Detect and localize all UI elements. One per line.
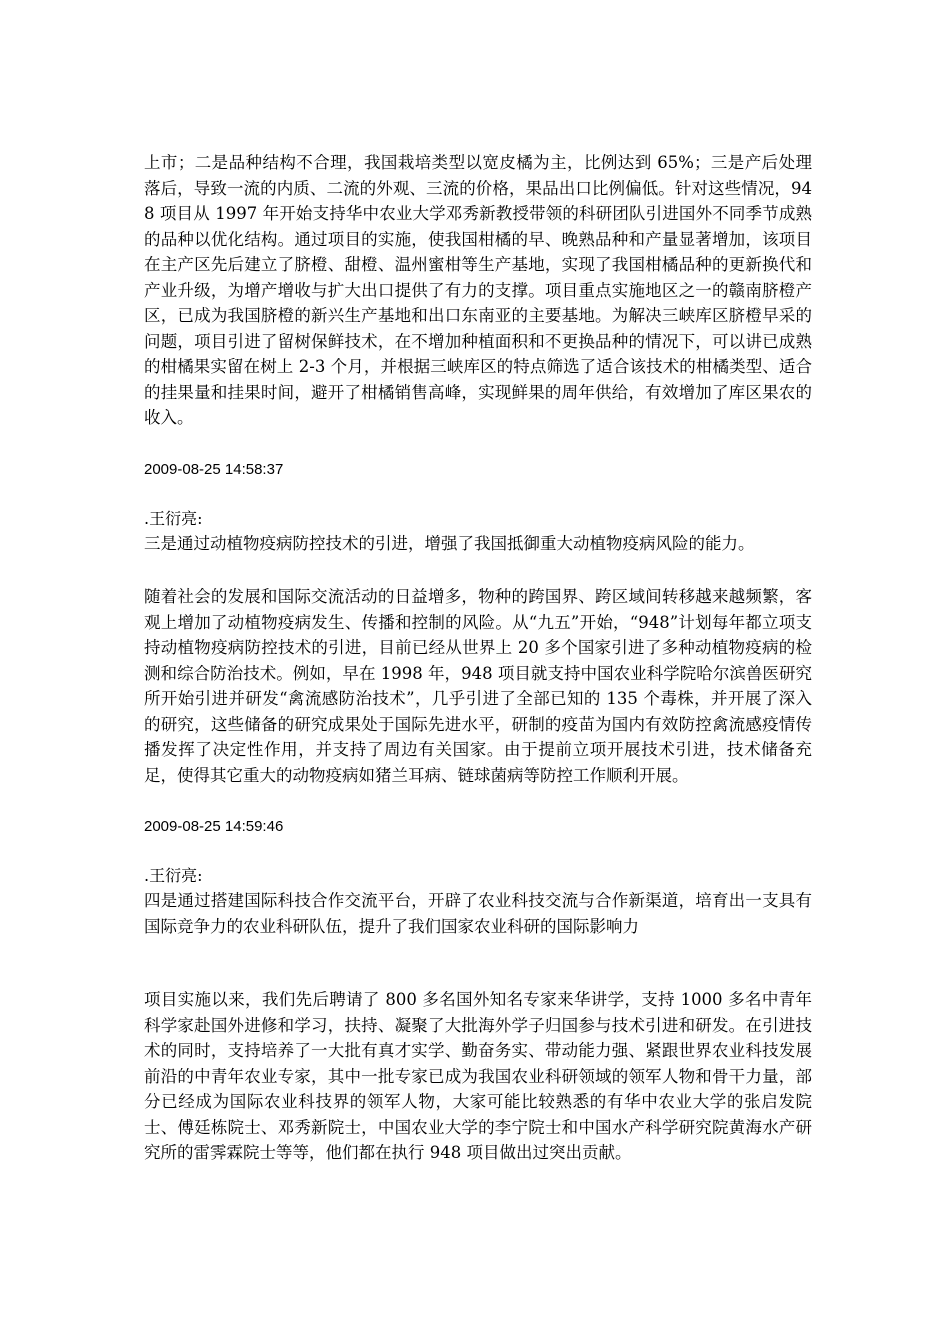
paragraph-cooperation-heading: 四是通过搭建国际科技合作交流平台，开辟了农业科技交流与合作新渠道，培育出一支具有国际竞争力的农业科研队伍，提升了我们国家农业科研的国际影响力 [144,891,812,936]
speaker-name: .王衍亮: [144,866,203,885]
document-body [144,150,812,1166]
paragraph-disease-heading: 三是通过动植物疫病防控技术的引进，增强了我国抵御重大动植物疫病风险的能力。 [144,533,755,553]
timestamp: 2009-08-25 14:58:37 [144,460,284,478]
timestamp: 2009-08-25 14:59:46 [144,818,284,835]
speaker-name: .王衍亮: [144,508,203,528]
paragraph-citrus: 上市；二是品种结构不合理，我国栽培类型以宽皮橘为主，比例达到 65%；三是产后处理落后，导致一流的内质、二流的外观、三流的价格，果品出口比例偏低。针对这些情况，948 项目从 1997 年开始支持华中农业大学邓秀新教授带领的科研团队引进国外不同季节成熟的品种以优化结构。通过项目的实施，使我国柑橘的早、晚熟品种和产量显著增加，该项目在主产区先后建立了脐橙、甜橙、温州蜜柑等生产基地，实现了我国柑橘品种的更新换代和产业升级，为增产增收与扩大出口提供了有力的支撑。项目重点实施地区之一的赣南脐橙产区，已成为我国脐橙的新兴生产基地和出口东南亚的主要基地。为解决三峡库区脐橙早采的问题，项目引进了留树保鲜技术，在不增加种植面积和不更换品种的情况下，可以讲已成熟的柑橘果实留在树上 2-3 个月，并根据三峡库区的特点筛选了适合该技术的柑橘类型、适合的挂果量和挂果时间，避开了柑橘销售高峰，实现鲜果的周年供给，有效增加了库区果农的收入。 [144,153,812,427]
paragraph-disease: 随着社会的发展和国际交流活动的日益增多，物种的跨国界、跨区域间转移越来越频繁，客观上增加了动植物疫病发生、传播和控制的风险。从“九五”开始，“948”计划每年都立项支持动植物疫病防控技术的引进，目前已经从世界上 20 多个国家引进了多种动植物疫病的检测和综合防治技术。例如，早在 1998 年，948 项目就支持中国农业科学院哈尔滨兽医研究所开始引进并研发“禽流感防治技术”，几乎引进了全部已知的 135 个毒株，并开展了深入的研究，这些储备的研究成果处于国际先进水平，研制的疫苗为国内有效防控禽流感疫情传播发挥了决定性作用，并支持了周边有关国家。由于提前立项开展技术引进，技术储备充足，使得其它重大的动物疫病如猪兰耳病、链球菌病等防控工作顺利开展。 [144,587,812,785]
paragraph-cooperation: 项目实施以来，我们先后聘请了 800 多名国外知名专家来华讲学，支持 1000 多名中青年科学家赴国外进修和学习，扶持、凝聚了大批海外学子归国参与技术引进和研发。在引进技术的同时，支持培养了一大批有真才实学、勤奋务实、带动能力强、紧跟世界农业科技发展前沿的中青年农业专家，其中一批专家已成为我国农业科研领域的领军人物和骨干力量，部分已经成为国际农业科技界的领军人物，大家可能比较熟悉的有华中农业大学的张启发院士、傅廷栋院士、邓秀新院士，中国农业大学的李宁院士和中国水产科学研究院黄海水产研究所的雷霁霖院士等等，他们都在执行 948 项目做出过突出贡献。 [144,990,812,1162]
